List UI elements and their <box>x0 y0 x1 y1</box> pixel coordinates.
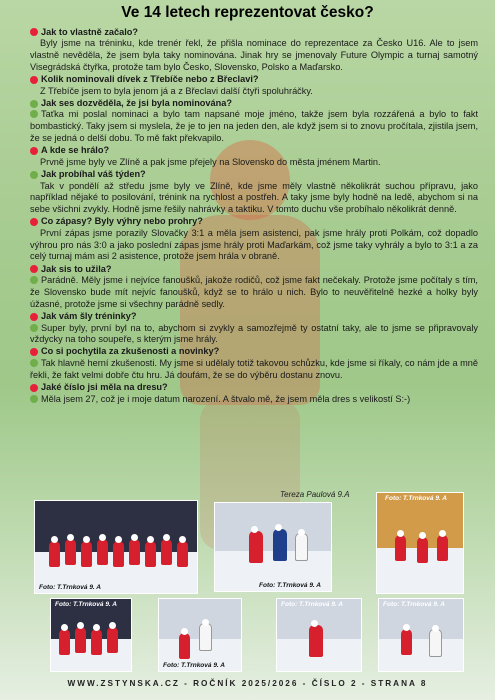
page-footer: WWW.ZSTYNSKA.CZ - ROČNÍK 2025/2026 - ČÍSLO 2 - STRANA 8 <box>67 679 428 688</box>
photo-credit: Foto: T.Trnková 9. A <box>385 495 447 502</box>
photo-skating-player <box>276 598 362 672</box>
photo-credit: Foto: T.Trnková 9. A <box>163 662 225 669</box>
answer-8: Super byly, první byl na to, abychom si zvykly a samozřejmě ty ostatní taky, ale to jsme se připravovaly vždycky na toho soupeře, s kterým jsme hrály. <box>30 322 478 345</box>
green-bullet-icon <box>30 171 38 179</box>
red-bullet-icon <box>30 76 38 84</box>
question-2: Kolik nominovali dívek z Třebíče nebo z Břeclavi? <box>30 74 478 86</box>
question-10: Jaké číslo jsi měla na dresu? <box>30 382 478 394</box>
article-author: Tereza Paulová 9.A <box>280 490 350 499</box>
green-bullet-icon <box>30 276 38 284</box>
question-9: Co si pochytila za zkušenosti a novinky? <box>30 346 478 358</box>
photo-credit: Foto: T.Trnková 9. A <box>383 601 445 608</box>
question-5: Jak probíhal váš týden? <box>30 169 478 181</box>
green-bullet-icon <box>30 100 38 108</box>
photo-faceoff <box>378 598 464 672</box>
photo-credit: Foto: T.Trnková 9. A <box>259 582 321 589</box>
answer-7: Parádně. Měly jsme i nejvíce fanoušků, jakože rodičů, což jsme fakt nečekaly. Protože jsme počítaly s tím, že Slovensko bude mít nejvíc fanoušků, když se to hrálo u nich. Bylo to neuvěřitelně hezké a holky byly úžasné, protože jsme si všechny parádně sedly. <box>30 275 478 309</box>
red-bullet-icon <box>30 348 38 356</box>
answer-6: První zápas jsme porazily Slovačky 3:1 a měla jsem asistenci, pak jsme hrály proti Polkám, což dopadlo výhrou pro nás 3:0 a jako poslední zápas jsme hrály proti Maďarkám, což jsme taky vyhrály a bylo to 3:1 a za celý turnaj mám asi 2 asistence, protože jsem hrála v obraně. <box>30 227 478 262</box>
page-title: Ve 14 letech reprezentovat česko? <box>121 4 374 21</box>
question-3: Jak ses dozvěděla, že jsi byla nominována? <box>30 98 478 110</box>
photo-credit: Foto: T.Trnková 9. A <box>39 584 101 591</box>
answer-10: Měla jsem 27, což je i moje datum narození. A štvalo mě, že jsem měla dres s velikostí S:-) <box>30 394 478 406</box>
answer-4: Prvně jsme byly ve Zlíně a pak jsme přejely na Slovensko do města jménem Martin. <box>40 156 381 167</box>
answer-9: Tak hlavně herní zkušenosti. My jsme si udělaly totiž takovou schůzku, kde jsme si říkaly, co nám jde a mně řekli, že fakt velmi dobře čtu hru. Já doufám, že se do výběru dostanu znovu. <box>30 358 478 380</box>
photo-team-celebration <box>50 598 132 672</box>
red-bullet-icon <box>30 265 38 273</box>
red-bullet-icon <box>30 313 38 321</box>
photo-game-action <box>214 502 332 592</box>
photo-goalie-play <box>158 598 242 672</box>
red-bullet-icon <box>30 218 38 226</box>
question-6: Co zápasy? Byly výhry nebo prohry? <box>30 216 478 228</box>
question-8: Jak vám šly tréninky? <box>30 311 478 323</box>
question-7: Jak sis to užila? <box>30 264 478 276</box>
question-1: Jak to vlastně začalo? <box>30 27 478 39</box>
green-bullet-icon <box>30 110 38 118</box>
photo-credit: Foto: T.Trnková 9. A <box>55 601 117 608</box>
answer-1: Byly jsme na tréninku, kde trenér řekl, že přišla nominace do reprezentace za Česko U16. Ale to jsem vlastně nevěděla, že jsem byla taky nominována. Jinak hry se jmenovaly Future Olympic a turnaj samotný Visegrádská čtyřka, protože tam bylo Česko, Slovensko, Polsko a Maďarsko. <box>30 38 478 72</box>
photo-credit: Foto: T.Trnková 9. A <box>281 601 343 608</box>
red-bullet-icon <box>30 147 38 155</box>
red-bullet-icon <box>30 384 38 392</box>
photo-team-lineup <box>34 500 198 594</box>
photo-two-players <box>376 492 464 594</box>
question-4: A kde se hrálo? <box>30 145 478 157</box>
green-bullet-icon <box>30 395 38 403</box>
answer-5: Tak v pondělí až středu jsme byly ve Zlíně, kde jsme měly vlastně několikrát suchou přípravu, jako například nějaké to posilování, trénink na rychlost a postřeh. A taky jsme byly hodně na ledě, abychom si na sebe všichni zvykly. Hodně jsme řešily nahrávky a taktiku. V tomto duchu vše probíhalo několikrát denně. <box>30 180 478 215</box>
green-bullet-icon <box>30 359 38 367</box>
photo-gallery <box>30 492 470 672</box>
answer-2: Z Třebíče jsem to byla jenom já a z Břeclavi další čtyři spoluhráčky. <box>40 85 313 96</box>
interview-article <box>30 26 478 406</box>
red-bullet-icon <box>30 28 38 36</box>
answer-3: Taťka mi poslal nominaci a bylo tam napsané moje jméno, takže jsem byla rozzářená a bylo to fakt bombastický. Taky jsem si myslela, že je to jen na jeden den, ale když jsem si to znovu pročítala, zjistila jsem, že se jedná o delší dobu. To mě fakt překvapilo. <box>30 109 478 143</box>
green-bullet-icon <box>30 324 38 332</box>
